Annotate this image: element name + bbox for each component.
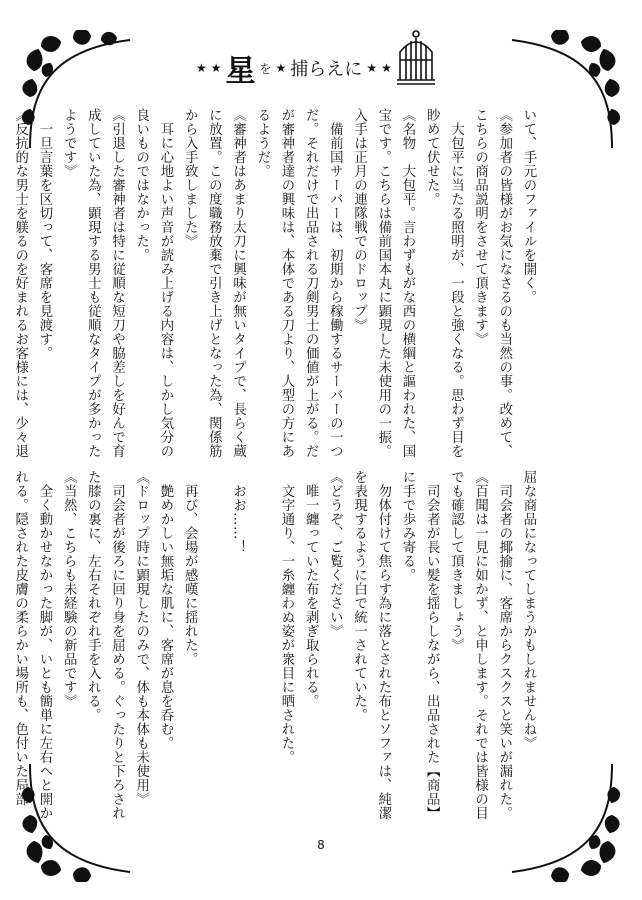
text-column [201,470,225,810]
text-column: 全く動かせなかった脚が、いとも簡単に左右へと開か [36,470,52,820]
text-column: いて、手元のファイルを開く。 [521,108,536,304]
text-column: でも確認して頂きましょう》 [448,470,464,652]
title-rest: 捕らえに [290,59,363,80]
star-icon: ★ [275,61,287,75]
body-text-upper [8,108,540,458]
text-column: 《引退した審神者は特に従順な短刀や脇差しを好んで育 [109,108,125,458]
title-word-star: 星 [225,54,256,89]
text-column: 《百聞は一見に如かず、と申します。それでは皆様の目 [472,470,488,820]
text-column: 司会者が長い髪を揺らしながら、出品された【商品】 [424,470,440,820]
text-column: 勿体付けて焦らす為に落とされた布とソファは、純潔 [375,470,391,820]
text-column: 《反抗的な男士を躾るのを好まれるお客様には、少々退 [12,108,28,458]
text-column: を表現するように白で統一されていた。 [351,470,367,722]
text-column: 文字通り、一糸纏わぬ姿が衆目に晒された。 [278,470,294,764]
text-column: こちらの商品説明をさせて頂きます》 [472,108,488,346]
text-column: 司会者が後ろに回り身を屈める。ぐったりと下ろされ [109,470,125,820]
title-particle: を [259,61,272,76]
text-column: 《ドロップ時に顕現したのみで、体も本体も未使用》 [133,470,149,806]
text-column: 一旦言葉を区切って、客席を見渡す。 [36,108,52,360]
text-column: 備前国サーバーは、初期から稼働するサーバーの一つ [327,108,343,458]
star-icon: ★ [196,61,207,75]
star-icon: ★ [366,61,378,75]
text-column: 《当然、こちらも未経験の新品です》 [61,470,77,708]
text-column: 大包平に当たる照明が、一段と強くなる。思わず目を [448,108,464,458]
text-column: 再び、会場が感嘆に揺れた。 [182,470,198,666]
page-number: 8 [317,838,325,852]
text-column: 眇めて伏せた。 [424,108,440,206]
text-column: 成していた為、顕現する男士も従順なタイプが多かった [85,108,101,458]
birdcage-icon [394,30,438,86]
text-column: 《参加者の皆様がお気になさるのも当然の事。改めて、 [496,108,512,458]
text-column: 艶めかしい無垢な肌に、客席が息を呑む。 [157,470,173,750]
text-column: 入手は正月の連隊戦でのドロップ》 [351,108,367,332]
text-column: 耳に心地よい声音が読み上げる内容は、しかし気分の [157,108,173,458]
text-column: 《どうぞ、ご覧ください》 [327,470,343,638]
text-column: 《審神者はあまり太刀に興味が無いタイプで、長らく蔵 [230,108,246,458]
text-column: だ。それだけで出品される刀剣男士の価値が上がる。だ [303,108,319,458]
text-column: 宝です。こちらは備前国本丸に顕現した未使用の一振。 [375,108,391,458]
text-column [250,470,274,810]
text-column: が審神者達の興味は、本体である刀より、人型の方にあ [278,108,294,458]
star-icon: ★ [210,61,222,75]
text-column: るようだ。 [254,108,270,178]
text-column: 司会者の揶揄に、客席からクスクスと笑いが漏れた。 [496,470,512,820]
text-column: に手で歩み寄る。 [399,470,415,582]
text-column: 屈な商品になってしまうかもしれませんね》 [521,470,536,750]
text-column: た膝の裏に、左右それぞれ手を入れる。 [85,470,101,722]
text-column: 《名物 大包平。言わずもがな西の横綱と謳われた、国 [399,108,415,458]
star-icon: ★ [381,61,392,75]
text-column: ようです》 [61,108,77,178]
text-column: 良いものではなかった。 [133,108,149,262]
text-column: から入手致しました》 [182,108,198,248]
text-column: 唯一纏っていた布を剥ぎ取られる。 [303,470,319,708]
body-text-lower [8,470,540,820]
text-column: おお……！ [230,470,246,554]
text-column: れる。隠された皮膚の柔らかい場所も、色付いた局部 [12,470,28,806]
text-column: に放置。この度職務放棄で引き上げとなった為、関係筋 [206,108,222,458]
